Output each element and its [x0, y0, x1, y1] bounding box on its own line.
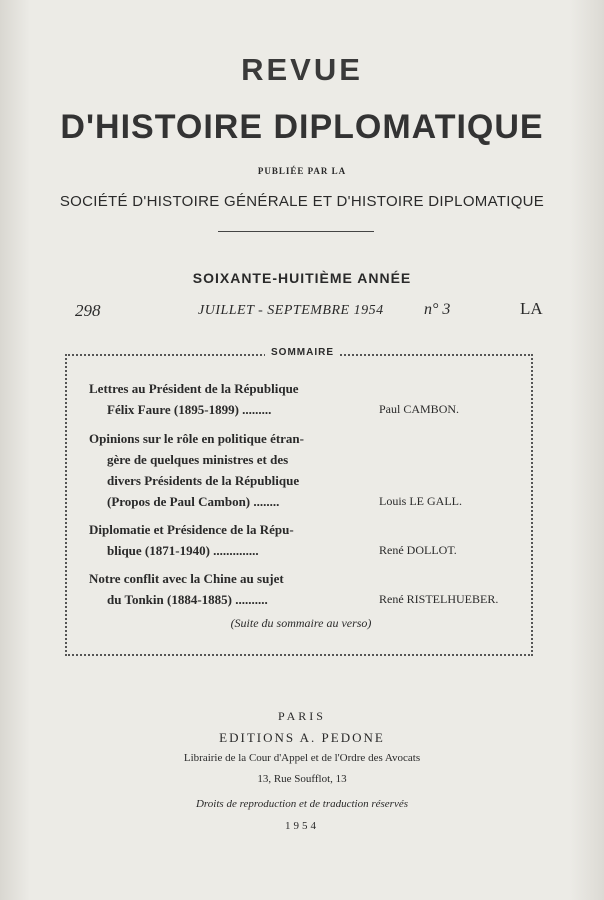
toc-entry-line: [89, 540, 529, 561]
author-first: Paul: [379, 402, 401, 416]
divider: [218, 231, 374, 232]
author-first: René: [379, 592, 404, 606]
author-last: DOLLOT.: [406, 543, 457, 557]
toc-entry: [89, 519, 529, 561]
published-by: PUBLIÉE PAR LA: [257, 166, 347, 176]
address: 13, Rue Soufflot, 13: [257, 773, 347, 785]
toc-entry-text: blique (1871-1940) ..............: [107, 543, 259, 558]
table-of-contents: [65, 347, 533, 656]
issue-date: JUILLET - SEPTEMBRE 1954: [198, 303, 384, 318]
toc-entry-line: [89, 399, 529, 420]
toc-entry-text: Félix Faure (1895-1899) .........: [107, 402, 272, 417]
publisher: EDITIONS A. PEDONE: [219, 730, 385, 745]
bookshop: Librairie de la Cour d'Appel et de l'Ordre des Avocats: [183, 752, 421, 764]
toc-continued-note: (Suite du sommaire au verso): [230, 616, 372, 630]
society-name: SOCIÉTÉ D'HISTOIRE GÉNÉRALE ET D'HISTOIRE DIPLOMATIQUE: [59, 193, 545, 210]
handwritten-number: n° 3: [424, 301, 451, 318]
toc-entry-line: divers Présidents de la République: [107, 473, 300, 488]
year-label: SOIXANTE-HUITIÈME ANNÉE: [192, 270, 412, 286]
author-last: CAMBON.: [403, 402, 460, 416]
author-last: LE GALL.: [409, 494, 462, 508]
toc-entry: [89, 428, 529, 512]
handwritten-mark: LA: [520, 299, 543, 318]
journal-title-line1: REVUE: [241, 52, 363, 87]
toc-entry-line: [89, 589, 529, 610]
author-first: Louis: [379, 494, 407, 508]
toc-entry: [89, 568, 529, 610]
toc-entry: [89, 378, 529, 420]
issue-line: [0, 301, 604, 325]
toc-entry-line: gère de quelques ministres et des: [107, 452, 289, 467]
handwritten-volume: 298: [75, 301, 101, 320]
toc-entry-line: Notre conflit avec la Chine au sujet: [89, 571, 284, 586]
toc-entry-text: (Propos de Paul Cambon) ........: [107, 494, 280, 509]
toc-entry-text: du Tonkin (1884-1885) ..........: [107, 592, 268, 607]
toc-title: SOMMAIRE: [265, 347, 340, 358]
toc-entry-line: Diplomatie et Présidence de la Répu-: [89, 522, 294, 537]
city: PARIS: [278, 709, 326, 723]
toc-entry-author: [379, 491, 462, 512]
author-first: René: [379, 543, 404, 557]
author-last: RISTELHUEBER.: [406, 592, 499, 606]
toc-entry-line: Lettres au Président de la République: [89, 381, 299, 396]
toc-entry-line: Opinions sur le rôle en politique étran-: [89, 431, 304, 446]
toc-entry-author: [379, 540, 457, 561]
rights-notice: Droits de reproduction et de traduction réservés: [195, 798, 409, 810]
toc-entry-line: [89, 491, 529, 512]
toc-entry-author: [379, 399, 459, 420]
journal-title-line2: D'HISTOIRE DIPLOMATIQUE: [60, 108, 544, 146]
toc-entry-author: [379, 589, 498, 610]
publication-year: 1954: [285, 820, 319, 832]
